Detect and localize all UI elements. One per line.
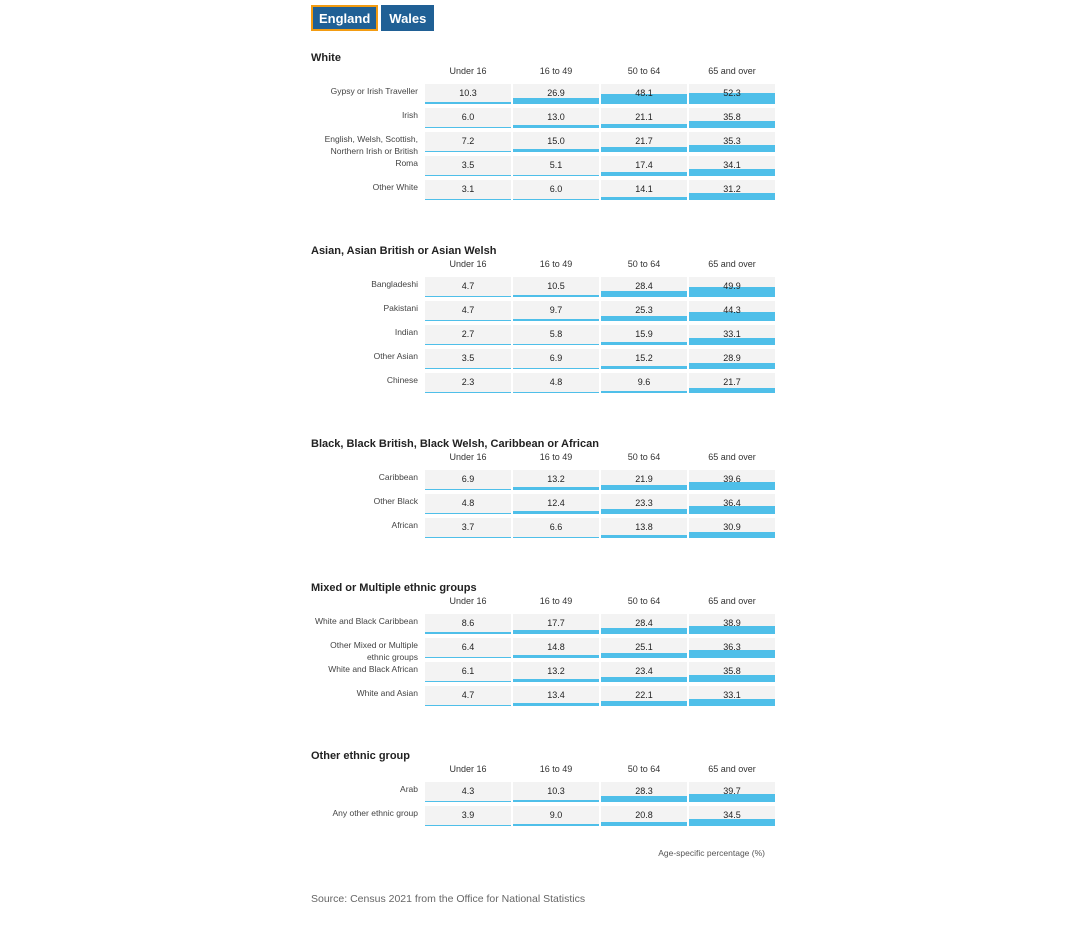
value-label: 10.5 bbox=[547, 281, 565, 291]
value-bar bbox=[689, 338, 775, 345]
value-label: 36.3 bbox=[723, 642, 741, 652]
value-label: 21.7 bbox=[723, 377, 741, 387]
group-title-black-black-british-black-welsh-caribbean-or-african: Black, Black British, Black Welsh, Caribbean or African bbox=[311, 438, 599, 450]
value-bar bbox=[601, 509, 687, 514]
row-label-gypsy-or-irish-traveller: Gypsy or Irish Traveller bbox=[330, 86, 418, 96]
group-title-white: White bbox=[311, 52, 341, 64]
row-label-pakistani: Pakistani bbox=[383, 303, 418, 313]
value-bar bbox=[425, 296, 511, 298]
data-cell bbox=[425, 638, 511, 658]
value-label: 12.4 bbox=[547, 498, 565, 508]
value-bar bbox=[601, 535, 687, 538]
value-label: 4.3 bbox=[461, 786, 475, 796]
value-label: 35.8 bbox=[723, 112, 741, 122]
tab-england[interactable]: England bbox=[311, 5, 378, 31]
column-header-under-16: Under 16 bbox=[449, 452, 487, 462]
data-cell bbox=[513, 614, 599, 634]
data-cell bbox=[425, 301, 511, 321]
row-label-roma: Roma bbox=[395, 158, 418, 168]
value-bar bbox=[425, 801, 511, 803]
data-cell bbox=[425, 373, 511, 393]
value-bar bbox=[601, 701, 687, 706]
value-label: 15.0 bbox=[547, 136, 565, 146]
value-label: 3.5 bbox=[461, 160, 475, 170]
value-label: 3.5 bbox=[461, 353, 475, 363]
column-header-65-and-over: 65 and over bbox=[708, 259, 756, 269]
value-label: 10.3 bbox=[547, 786, 565, 796]
value-label: 9.0 bbox=[549, 810, 563, 820]
row-label-other-mixed-or-multiple-ethnic-groups: Other Mixed or Multiple ethnic groups bbox=[330, 640, 418, 662]
row-label-african: African bbox=[391, 520, 418, 530]
value-bar bbox=[513, 703, 599, 706]
value-bar bbox=[513, 125, 599, 128]
value-label: 4.7 bbox=[461, 305, 475, 315]
data-cell bbox=[689, 277, 775, 297]
value-bar bbox=[513, 295, 599, 297]
column-header-65-and-over: 65 and over bbox=[708, 764, 756, 774]
data-cell bbox=[513, 686, 599, 706]
value-label: 48.1 bbox=[635, 88, 653, 98]
value-label: 39.6 bbox=[723, 474, 741, 484]
value-bar bbox=[425, 151, 511, 153]
value-bar bbox=[601, 291, 687, 297]
data-cell bbox=[513, 325, 599, 345]
value-label: 13.0 bbox=[547, 112, 565, 122]
value-bar bbox=[601, 653, 687, 658]
value-label: 13.2 bbox=[547, 666, 565, 676]
value-label: 6.9 bbox=[461, 474, 475, 484]
data-cell bbox=[689, 301, 775, 321]
data-cell bbox=[513, 518, 599, 538]
value-bar bbox=[425, 632, 511, 634]
data-cell bbox=[425, 470, 511, 490]
data-cell bbox=[513, 84, 599, 104]
value-label: 2.3 bbox=[461, 377, 475, 387]
row-label-bangladeshi: Bangladeshi bbox=[371, 279, 418, 289]
column-header-under-16: Under 16 bbox=[449, 596, 487, 606]
value-label: 36.4 bbox=[723, 498, 741, 508]
data-cell bbox=[601, 301, 687, 321]
data-cell bbox=[689, 373, 775, 393]
row-label-irish: Irish bbox=[401, 110, 418, 120]
value-label: 8.6 bbox=[461, 618, 475, 628]
value-label: 21.7 bbox=[635, 136, 653, 146]
value-label: 23.3 bbox=[635, 498, 653, 508]
value-label: 7.2 bbox=[461, 136, 475, 146]
data-cell bbox=[601, 686, 687, 706]
group-title-mixed-or-multiple-ethnic-groups: Mixed or Multiple ethnic groups bbox=[311, 582, 477, 594]
value-bar bbox=[689, 363, 775, 369]
column-header-50-to-64: 50 to 64 bbox=[627, 596, 661, 606]
column-header-65-and-over: 65 and over bbox=[708, 452, 756, 462]
column-header-under-16: Under 16 bbox=[449, 66, 487, 76]
data-cell bbox=[601, 180, 687, 200]
tab-wales[interactable]: Wales bbox=[381, 5, 434, 31]
value-label: 14.1 bbox=[635, 184, 653, 194]
value-bar bbox=[513, 800, 599, 802]
value-label: 6.9 bbox=[549, 353, 563, 363]
data-cell bbox=[689, 494, 775, 514]
data-cell bbox=[601, 494, 687, 514]
value-label: 3.9 bbox=[461, 810, 475, 820]
value-bar bbox=[689, 388, 775, 393]
value-label: 33.1 bbox=[723, 690, 741, 700]
data-cell bbox=[689, 782, 775, 802]
data-cell bbox=[689, 470, 775, 490]
group-title-other-ethnic-group: Other ethnic group bbox=[311, 750, 410, 762]
value-bar bbox=[513, 344, 599, 346]
value-bar bbox=[425, 825, 511, 827]
value-label: 35.8 bbox=[723, 666, 741, 676]
data-cell bbox=[425, 782, 511, 802]
data-cell bbox=[513, 108, 599, 128]
data-cell bbox=[689, 180, 775, 200]
value-bar bbox=[601, 677, 687, 682]
value-bar bbox=[425, 489, 511, 491]
value-label: 52.3 bbox=[723, 88, 741, 98]
data-cell bbox=[513, 349, 599, 369]
data-cell bbox=[513, 638, 599, 658]
value-label: 17.7 bbox=[547, 618, 565, 628]
value-label: 3.7 bbox=[461, 522, 475, 532]
value-label: 17.4 bbox=[635, 160, 653, 170]
value-bar bbox=[601, 391, 687, 393]
data-cell bbox=[425, 132, 511, 152]
value-label: 6.6 bbox=[549, 522, 563, 532]
data-cell bbox=[425, 180, 511, 200]
value-label: 28.9 bbox=[723, 353, 741, 363]
value-label: 44.3 bbox=[723, 305, 741, 315]
value-bar bbox=[513, 175, 599, 177]
row-label-caribbean: Caribbean bbox=[378, 472, 418, 482]
row-label-arab: Arab bbox=[400, 784, 418, 794]
data-cell bbox=[425, 277, 511, 297]
value-label: 15.9 bbox=[635, 329, 653, 339]
value-bar bbox=[513, 487, 599, 490]
value-label: 26.9 bbox=[547, 88, 565, 98]
value-label: 22.1 bbox=[635, 690, 653, 700]
value-bar bbox=[601, 316, 687, 321]
value-bar bbox=[601, 366, 687, 369]
column-header-16-to-49: 16 to 49 bbox=[539, 452, 573, 462]
value-bar bbox=[601, 147, 687, 152]
column-header-under-16: Under 16 bbox=[449, 259, 487, 269]
data-cell bbox=[513, 494, 599, 514]
value-label: 25.3 bbox=[635, 305, 653, 315]
row-label-other-white: Other White bbox=[372, 182, 418, 192]
value-label: 28.4 bbox=[635, 281, 653, 291]
data-cell bbox=[425, 156, 511, 176]
value-label: 38.9 bbox=[723, 618, 741, 628]
value-label: 10.3 bbox=[459, 88, 477, 98]
value-label: 4.7 bbox=[461, 690, 475, 700]
data-cell bbox=[513, 806, 599, 826]
value-bar bbox=[425, 681, 511, 683]
value-label: 35.3 bbox=[723, 136, 741, 146]
value-label: 9.7 bbox=[549, 305, 563, 315]
value-bar bbox=[425, 344, 511, 346]
value-bar bbox=[601, 172, 687, 176]
value-bar bbox=[513, 319, 599, 321]
value-bar bbox=[513, 199, 599, 201]
row-label-chinese: Chinese bbox=[386, 375, 418, 385]
value-label: 21.9 bbox=[635, 474, 653, 484]
value-bar bbox=[513, 537, 599, 539]
data-cell bbox=[513, 132, 599, 152]
value-bar bbox=[425, 127, 511, 129]
value-label: 4.8 bbox=[461, 498, 475, 508]
value-label: 3.1 bbox=[461, 184, 475, 194]
data-cell bbox=[601, 349, 687, 369]
column-header-16-to-49: 16 to 49 bbox=[539, 764, 573, 774]
column-header-50-to-64: 50 to 64 bbox=[627, 452, 661, 462]
value-bar bbox=[513, 98, 599, 104]
value-label: 34.5 bbox=[723, 810, 741, 820]
value-label: 28.3 bbox=[635, 786, 653, 796]
column-header-65-and-over: 65 and over bbox=[708, 66, 756, 76]
value-bar bbox=[425, 175, 511, 177]
data-cell bbox=[601, 518, 687, 538]
value-bar bbox=[513, 630, 599, 634]
value-label: 6.0 bbox=[461, 112, 475, 122]
column-header-50-to-64: 50 to 64 bbox=[627, 764, 661, 774]
row-label-white-and-black-african: White and Black African bbox=[328, 664, 418, 674]
data-cell bbox=[425, 494, 511, 514]
data-cell bbox=[513, 662, 599, 682]
value-bar bbox=[601, 197, 687, 200]
data-cell bbox=[689, 325, 775, 345]
value-bar bbox=[601, 628, 687, 634]
value-bar bbox=[425, 392, 511, 394]
data-cell bbox=[601, 373, 687, 393]
data-cell bbox=[689, 132, 775, 152]
column-header-50-to-64: 50 to 64 bbox=[627, 259, 661, 269]
data-cell bbox=[601, 470, 687, 490]
value-label: 49.9 bbox=[723, 281, 741, 291]
data-cell bbox=[689, 84, 775, 104]
data-cell bbox=[425, 108, 511, 128]
column-header-50-to-64: 50 to 64 bbox=[627, 66, 661, 76]
value-bar bbox=[425, 705, 511, 707]
value-label: 5.8 bbox=[549, 329, 563, 339]
data-cell bbox=[601, 782, 687, 802]
value-label: 6.4 bbox=[461, 642, 475, 652]
data-cell bbox=[425, 518, 511, 538]
row-label-any-other-ethnic-group: Any other ethnic group bbox=[332, 808, 418, 818]
value-bar bbox=[689, 193, 775, 200]
data-cell bbox=[425, 614, 511, 634]
data-cell bbox=[689, 806, 775, 826]
data-cell bbox=[601, 638, 687, 658]
source-note: Source: Census 2021 from the Office for National Statistics bbox=[311, 893, 586, 905]
value-bar bbox=[601, 124, 687, 128]
data-cell bbox=[513, 301, 599, 321]
value-bar bbox=[513, 511, 599, 514]
value-label: 13.4 bbox=[547, 690, 565, 700]
value-label: 14.8 bbox=[547, 642, 565, 652]
value-bar bbox=[601, 822, 687, 826]
value-bar bbox=[425, 102, 511, 104]
value-bar bbox=[513, 368, 599, 370]
value-bar bbox=[425, 657, 511, 659]
value-bar bbox=[513, 149, 599, 152]
data-cell bbox=[601, 614, 687, 634]
value-label: 6.0 bbox=[549, 184, 563, 194]
column-header-16-to-49: 16 to 49 bbox=[539, 66, 573, 76]
column-header-16-to-49: 16 to 49 bbox=[539, 596, 573, 606]
row-label-indian: Indian bbox=[394, 327, 418, 337]
data-cell bbox=[689, 156, 775, 176]
value-label: 30.9 bbox=[723, 522, 741, 532]
value-bar bbox=[601, 342, 687, 345]
value-bar bbox=[513, 824, 599, 826]
nation-tabs bbox=[311, 5, 434, 31]
column-header-under-16: Under 16 bbox=[449, 764, 487, 774]
data-cell bbox=[601, 156, 687, 176]
data-cell bbox=[425, 662, 511, 682]
column-header-65-and-over: 65 and over bbox=[708, 596, 756, 606]
data-cell bbox=[425, 349, 511, 369]
data-cell bbox=[513, 470, 599, 490]
data-cell bbox=[601, 132, 687, 152]
column-header-16-to-49: 16 to 49 bbox=[539, 259, 573, 269]
data-cell bbox=[513, 156, 599, 176]
data-cell bbox=[513, 782, 599, 802]
value-bar bbox=[513, 392, 599, 394]
data-cell bbox=[601, 84, 687, 104]
data-cell bbox=[689, 614, 775, 634]
value-label: 6.1 bbox=[461, 666, 475, 676]
row-label-white-and-black-caribbean: White and Black Caribbean bbox=[314, 616, 418, 626]
value-bar bbox=[425, 537, 511, 539]
value-label: 25.1 bbox=[635, 642, 653, 652]
data-cell bbox=[425, 325, 511, 345]
data-cell bbox=[513, 373, 599, 393]
data-cell bbox=[425, 806, 511, 826]
data-cell bbox=[689, 349, 775, 369]
value-label: 5.1 bbox=[549, 160, 563, 170]
value-label: 4.8 bbox=[549, 377, 563, 387]
data-cell bbox=[513, 180, 599, 200]
value-label: 4.7 bbox=[461, 281, 475, 291]
value-label: 34.1 bbox=[723, 160, 741, 170]
data-cell bbox=[425, 686, 511, 706]
data-cell bbox=[689, 662, 775, 682]
data-cell bbox=[601, 325, 687, 345]
data-cell bbox=[689, 686, 775, 706]
value-label: 28.4 bbox=[635, 618, 653, 628]
value-label: 13.8 bbox=[635, 522, 653, 532]
data-cell bbox=[601, 662, 687, 682]
value-bar bbox=[689, 532, 775, 539]
axis-label: Age-specific percentage (%) bbox=[658, 848, 765, 858]
value-label: 39.7 bbox=[723, 786, 741, 796]
value-bar bbox=[425, 199, 511, 201]
data-cell bbox=[425, 84, 511, 104]
row-label-other-asian: Other Asian bbox=[373, 351, 418, 361]
value-bar bbox=[513, 655, 599, 658]
value-label: 2.7 bbox=[461, 329, 475, 339]
row-label-english-welsh-scottish-northern-irish-or-british: English, Welsh, Scottish, Northern Irish or British bbox=[324, 134, 418, 156]
value-bar bbox=[601, 485, 687, 490]
value-label: 13.2 bbox=[547, 474, 565, 484]
group-title-asian-asian-british-or-asian-welsh: Asian, Asian British or Asian Welsh bbox=[311, 245, 497, 257]
data-cell bbox=[689, 518, 775, 538]
data-cell bbox=[513, 277, 599, 297]
value-label: 20.8 bbox=[635, 810, 653, 820]
value-bar bbox=[513, 679, 599, 682]
data-cell bbox=[689, 108, 775, 128]
row-label-white-and-asian: White and Asian bbox=[356, 688, 418, 698]
value-label: 15.2 bbox=[635, 353, 653, 363]
value-label: 31.2 bbox=[723, 184, 741, 194]
value-label: 21.1 bbox=[635, 112, 653, 122]
value-label: 9.6 bbox=[637, 377, 651, 387]
data-cell bbox=[601, 277, 687, 297]
value-bar bbox=[689, 699, 775, 706]
value-label: 23.4 bbox=[635, 666, 653, 676]
value-bar bbox=[425, 368, 511, 370]
value-bar bbox=[425, 320, 511, 322]
value-bar bbox=[601, 796, 687, 802]
value-label: 33.1 bbox=[723, 329, 741, 339]
data-cell bbox=[601, 108, 687, 128]
value-bar bbox=[425, 513, 511, 515]
data-cell bbox=[601, 806, 687, 826]
data-cell bbox=[689, 638, 775, 658]
row-label-other-black: Other Black bbox=[373, 496, 418, 506]
